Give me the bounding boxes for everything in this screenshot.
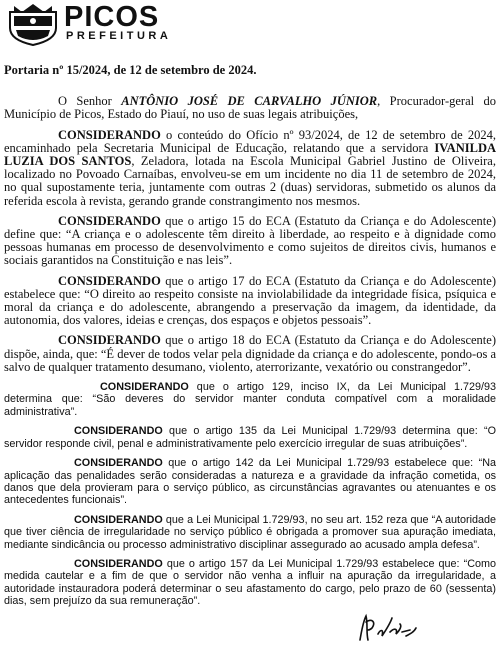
p1-text-b: , Zeladora, lotada na Escola Municipal Gabriel Justino de Oliveira, localizado no Povoado Carnaíbas, envolveu-se em um incidente no dia 11 de setembro de 2024, no qual supostamente teria, juntamente com outras 2 (duas) servidoras, submetido os alunos da referida escola à revista, gerando grande constrangimento nos mesmos. xyxy=(4,154,496,208)
considerando-paragraph-3 xyxy=(4,275,496,328)
considerando-paragraph-7 xyxy=(4,457,496,507)
intro-paragraph xyxy=(4,95,496,121)
considerando-paragraph-6 xyxy=(4,425,496,450)
document-title: Portaria nº 15/2024, de 12 de setembro de 2024. xyxy=(4,63,257,77)
p3-text: que o artigo 17 do ECA (Estatuto da Criança e do Adolescente) estabelece que: “O direito ao respeito consiste na inviolabilidade da integridade física, psíquica e moral da criança e do adolescente, abrangendo a preservação da imagem, da identidade, da autonomia, dos valores, ideias e crenças, dos espaços e objetos pessoais”. xyxy=(4,273,496,328)
p5-text: que o artigo 129, inciso IX, da Lei Municipal 1.729/93 determina que: “São deveres do servidor manter conduta compatível com a moralidade administrativa”. xyxy=(4,381,496,418)
procurador-name: ANTÔNIO JOSÉ DE CARVALHO JÚNIOR xyxy=(121,94,378,109)
logo-subtitle: PREFEITURA xyxy=(66,30,172,42)
p6-text: que o artigo 135 da Lei Municipal 1.729/93 determina que: “O servidor responde civil, penal e administrativamente pelo exercício irregular de suas atribuições”. xyxy=(4,425,496,450)
handwritten-signature xyxy=(356,610,436,644)
p8-text: que a Lei Municipal 1.729/93, no seu art. 152 reza que “A autoridade que tiver ciência de irregularidade no serviço público é obrigada a promover sua apuração imediata, mediante sindicância ou processo administrativo disciplinar assegurado ao acusado ampla defesa”. xyxy=(4,513,496,551)
servidora-name: IVANILDA LUZIA DOS SANTOS xyxy=(4,140,496,169)
considerando-keyword: CONSIDERANDO xyxy=(58,127,161,142)
considerando-paragraph-9 xyxy=(4,558,496,608)
p4-text: que o artigo 18 do ECA (Estatuto da Criança e do Adolescente) dispõe, ainda, que: “É dever de todos velar pela dignidade da criança e do adolescente, pondo-os a salvo de qualquer tratamento desumano, violento, aterrorizante, vexatório ou constrangedor”. xyxy=(4,333,496,374)
p2-text: que o artigo 15 do ECA (Estatuto da Criança e do Adolescente) define que: “A criança e o adolescente têm direito à liberdade, ao respeito e à dignidade como pessoas humanas em processo de desenvolvimento e como sujeitos de direitos civis, humanos e sociais garantidos na Constituição e nas leis”. xyxy=(4,213,496,268)
intro-pre: O Senhor xyxy=(58,94,122,109)
considerando-paragraph-8 xyxy=(4,514,496,551)
considerando-keyword: CONSIDERANDO xyxy=(58,333,161,348)
intro-post: , Procurador-geral do Município de Picos, Estado do Piauí, no uso de suas legais atribuições, xyxy=(4,94,496,122)
considerando-keyword: CONSIDERANDO xyxy=(74,557,163,570)
considerando-keyword: CONSIDERANDO xyxy=(74,457,163,470)
p1-text-a: o conteúdo do Ofício nº 93/2024, de 12 de setembro de 2024, encaminhado pela Secretaria Municipal de Educação, relatando que a servidora xyxy=(4,127,496,155)
considerando-keyword: CONSIDERANDO xyxy=(100,381,189,394)
municipal-seal-icon xyxy=(4,2,62,46)
considerando-keyword: CONSIDERANDO xyxy=(74,425,163,438)
considerando-paragraph-1 xyxy=(4,129,496,208)
considerando-keyword: CONSIDERANDO xyxy=(74,513,163,526)
considerando-keyword: CONSIDERANDO xyxy=(58,273,161,288)
document-body xyxy=(4,64,496,615)
p9-text: que o artigo 157 da Lei Municipal 1.729/93 estabelece que: “Como medida cautelar e a fim de que o servidor não venha a influir na apuração da irregularidade, a autoridade instauradora poderá determinar o seu afastamento do cargo, pelo prazo de 60 (sessenta) dias, sem prejuízo da sua remuneração”. xyxy=(4,557,496,608)
p7-text: que o artigo 142 da Lei Municipal 1.729/93 estabelece que: “Na aplicação das penalidades serão consideradas a natureza e a gravidade da infração cometida, os danos que dela provieram para o serviço público, as circunstâncias agravantes ou atenuantes e os antecedentes funcionais”. xyxy=(4,457,496,507)
logo-wordmark: PICOS xyxy=(64,1,160,33)
considerando-paragraph-2 xyxy=(4,215,496,268)
prefeitura-header xyxy=(4,1,172,46)
considerando-paragraph-5 xyxy=(4,381,496,418)
considerando-keyword: CONSIDERANDO xyxy=(58,213,161,228)
considerando-paragraph-4 xyxy=(4,334,496,374)
